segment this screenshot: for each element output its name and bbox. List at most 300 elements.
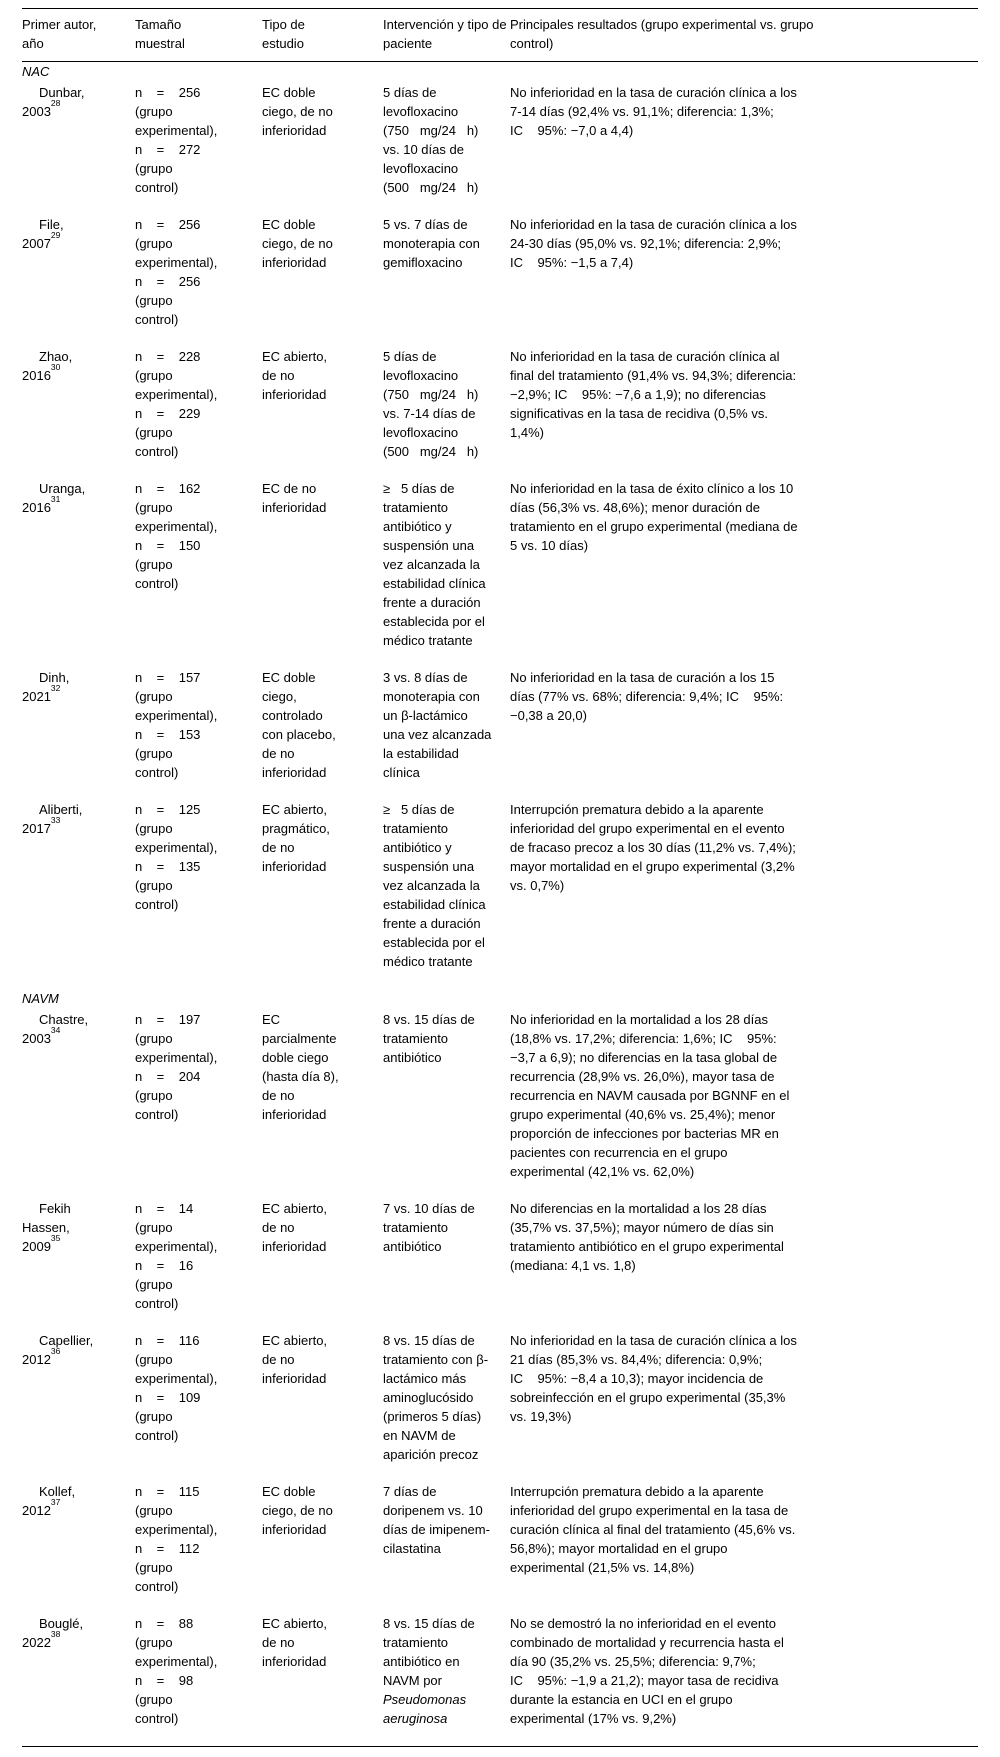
intervention-line: gemifloxacino <box>383 255 463 270</box>
sample-line: experimental), <box>135 1050 218 1065</box>
intervention-line: vs. 10 días de <box>383 142 464 157</box>
sample-line: experimental), <box>135 519 218 534</box>
sample-line: n = 116 <box>135 1333 200 1348</box>
study-line: de no <box>262 840 295 855</box>
results-line: No inferioridad en la tasa de curación clínica a los <box>510 1333 797 1348</box>
intervention-line: un β-lactámico <box>383 708 468 723</box>
study-line: controlado <box>262 708 323 723</box>
sample-line: (grupo <box>135 1560 173 1575</box>
results-line: recurrencia (28,9% vs. 26,0%), mayor tasa de <box>510 1069 775 1084</box>
header-line: Tamaño <box>135 17 182 32</box>
trial-row <box>22 1614 978 1747</box>
study-line: inferioridad <box>262 1371 327 1386</box>
study-line: con placebo, <box>262 727 336 742</box>
study-line: ciego, de no <box>262 1503 333 1518</box>
sample-line: (grupo <box>135 1692 173 1707</box>
author-cell <box>22 1331 135 1482</box>
sample-line: n = 197 <box>135 1012 201 1027</box>
study-line: (hasta día 8), <box>262 1069 339 1084</box>
trial-row <box>22 1010 978 1199</box>
header-line: muestral <box>135 36 185 51</box>
sample-line: (grupo <box>135 1220 173 1235</box>
intervention-line: suspensión una <box>383 859 475 874</box>
sample-line: experimental), <box>135 1654 218 1669</box>
study-type-cell <box>262 800 383 989</box>
intervention-line: suspensión una <box>383 538 475 553</box>
sample-line: (grupo <box>135 1635 173 1650</box>
intervention-line: aparición precoz <box>383 1447 479 1462</box>
intervention-line: (500 mg/24 h) <box>383 180 479 195</box>
intervention-line: días de imipenem- <box>383 1522 490 1537</box>
intervention-line: cilastatina <box>383 1541 441 1556</box>
section-label: NAVM <box>22 991 59 1006</box>
study-line: inferioridad <box>262 1239 327 1254</box>
sample-line: n = 125 <box>135 802 201 817</box>
results-cell <box>510 1482 978 1614</box>
results-line: inferioridad del grupo experimental en el evento <box>510 821 785 836</box>
intervention-line: Pseudomonas <box>383 1692 467 1707</box>
intervention-cell <box>383 479 510 668</box>
sample-line: n = 88 <box>135 1616 194 1631</box>
citation-ref: 31 <box>50 493 61 504</box>
author-line: Fekih <box>39 1201 71 1216</box>
intervention-line: lactámico más <box>383 1371 467 1386</box>
study-line: pragmático, <box>262 821 330 836</box>
author-line: Zhao, <box>39 349 73 364</box>
study-line: inferioridad <box>262 500 327 515</box>
intervention-line: 5 días de <box>383 85 437 100</box>
study-line: EC doble <box>262 670 316 685</box>
sample-size-cell <box>135 215 262 347</box>
study-type-cell <box>262 215 383 347</box>
author-line: File, <box>39 217 64 232</box>
author-line: 2016$^{31}$ <box>22 493 61 515</box>
sample-size-cell <box>135 83 262 215</box>
sample-size-cell <box>135 1614 262 1747</box>
column-header-author-year <box>22 9 135 62</box>
sample-line: n = 256 <box>135 217 201 232</box>
sample-line: experimental), <box>135 123 218 138</box>
header-line: año <box>22 36 44 51</box>
study-line: de no <box>262 1220 295 1235</box>
results-line: tratamiento en el grupo experimental (mediana de <box>510 519 798 534</box>
results-line: vs. 0,7%) <box>510 878 565 893</box>
sample-size-cell <box>135 668 262 800</box>
header-line: control) <box>510 36 554 51</box>
author-cell <box>22 1482 135 1614</box>
sample-line: experimental), <box>135 1522 218 1537</box>
results-line: Interrupción prematura debido a la aparente <box>510 802 764 817</box>
sample-line: control) <box>135 180 179 195</box>
citation-ref: 33 <box>50 814 61 825</box>
sample-size-cell <box>135 800 262 989</box>
intervention-cell <box>383 1331 510 1482</box>
intervention-line: estabilidad clínica <box>383 897 486 912</box>
intervention-line: frente a duración <box>383 595 481 610</box>
sample-line: n = 135 <box>135 859 201 874</box>
results-line: 21 días (85,3% vs. 84,4%; diferencia: 0,9%; <box>510 1352 763 1367</box>
header-line: estudio <box>262 36 304 51</box>
author-line: 2009$^{35}$ <box>22 1232 61 1254</box>
results-line: final del tratamiento (91,4% vs. 94,3%; diferencia: <box>510 368 797 383</box>
sample-size-cell <box>135 347 262 479</box>
study-line: parcialmente <box>262 1031 337 1046</box>
author-line: 2022$^{38}$ <box>22 1628 61 1650</box>
author-cell <box>22 668 135 800</box>
header-line: Intervención y tipo de <box>383 17 507 32</box>
sample-line: (grupo <box>135 1352 173 1367</box>
section-row-navm <box>22 989 978 1010</box>
table-header-row <box>22 9 978 62</box>
study-line: EC doble <box>262 85 316 100</box>
study-type-cell <box>262 1482 383 1614</box>
sample-line: control) <box>135 444 179 459</box>
study-line: EC abierto, <box>262 349 328 364</box>
sample-line: experimental), <box>135 840 218 855</box>
intervention-cell <box>383 1614 510 1747</box>
study-type-cell <box>262 668 383 800</box>
results-line: −3,7 a 6,9); no diferencias en la tasa global de <box>510 1050 778 1065</box>
results-line: IC 95%: −7,0 a 4,4) <box>510 123 634 138</box>
trial-row <box>22 215 978 347</box>
sample-line: (grupo <box>135 368 173 383</box>
author-line: Aliberti, <box>39 802 83 817</box>
column-header-intervention-patient <box>383 9 510 62</box>
author-line: 2012$^{36}$ <box>22 1345 61 1367</box>
sample-line: (grupo <box>135 1409 173 1424</box>
header-line: paciente <box>383 36 433 51</box>
study-line: de no <box>262 1352 295 1367</box>
results-cell <box>510 1331 978 1482</box>
column-header-sample-size <box>135 9 262 62</box>
sample-line: n = 150 <box>135 538 201 553</box>
study-type-cell <box>262 1199 383 1331</box>
author-line: Bouglé, <box>39 1616 84 1631</box>
header-line: Principales resultados (grupo experimental vs. grupo <box>510 17 814 32</box>
results-line: vs. 19,3%) <box>510 1409 572 1424</box>
results-line: días (56,3% vs. 48,6%); menor duración de <box>510 500 761 515</box>
sample-line: n = 204 <box>135 1069 201 1084</box>
intervention-cell <box>383 347 510 479</box>
results-line: experimental (42,1% vs. 62,0%) <box>510 1164 695 1179</box>
sample-line: n = 112 <box>135 1541 200 1556</box>
results-line: proporción de infecciones por bacterias MR en <box>510 1126 779 1141</box>
results-cell <box>510 800 978 989</box>
author-line: Capellier, <box>39 1333 94 1348</box>
intervention-line: doripenem vs. 10 <box>383 1503 483 1518</box>
intervention-line: ≥ 5 días de <box>383 481 455 496</box>
results-line: durante la estancia en UCI en el grupo <box>510 1692 733 1707</box>
study-line: de no <box>262 746 295 761</box>
intervention-line: levofloxacino <box>383 104 459 119</box>
sample-line: (grupo <box>135 557 173 572</box>
study-line: EC abierto, <box>262 1201 328 1216</box>
results-cell <box>510 83 978 215</box>
intervention-line: antibiótico <box>383 1050 442 1065</box>
sample-size-cell <box>135 1331 262 1482</box>
intervention-line: frente a duración <box>383 916 481 931</box>
sample-line: (grupo <box>135 1503 173 1518</box>
sample-line: (grupo <box>135 500 173 515</box>
header-line: Tipo de <box>262 17 305 32</box>
intervention-line: estabilidad clínica <box>383 576 486 591</box>
citation-ref: 30 <box>50 361 61 372</box>
intervention-line: vez alcanzada la <box>383 557 480 572</box>
study-type-cell <box>262 1331 383 1482</box>
intervention-line: antibiótico y <box>383 840 452 855</box>
intervention-line: antibiótico y <box>383 519 452 534</box>
sample-line: (grupo <box>135 425 173 440</box>
intervention-line: 7 vs. 10 días de <box>383 1201 475 1216</box>
results-line: inferioridad del grupo experimental en la tasa de <box>510 1503 789 1518</box>
results-line: significativas en la tasa de recidiva (0,5% vs. <box>510 406 768 421</box>
author-cell <box>22 347 135 479</box>
sample-line: experimental), <box>135 387 218 402</box>
intervention-cell <box>383 1199 510 1331</box>
study-type-cell <box>262 347 383 479</box>
author-cell <box>22 215 135 347</box>
sample-line: n = 256 <box>135 85 201 100</box>
results-line: No inferioridad en la tasa de éxito clínico a los 10 <box>510 481 794 496</box>
results-cell <box>510 215 978 347</box>
results-line: −0,38 a 20,0) <box>510 708 587 723</box>
sample-line: (grupo <box>135 1031 173 1046</box>
intervention-line: 5 vs. 7 días de <box>383 217 468 232</box>
intervention-line: la estabilidad <box>383 746 459 761</box>
intervention-line: aeruginosa <box>383 1711 448 1726</box>
results-line: 7-14 días (92,4% vs. 91,1%; diferencia: 1,3%; <box>510 104 774 119</box>
sample-line: (grupo <box>135 293 173 308</box>
results-line: IC 95%: −1,5 a 7,4) <box>510 255 634 270</box>
study-line: EC de no <box>262 481 317 496</box>
intervention-line: antibiótico en <box>383 1654 460 1669</box>
results-line: curación clínica al final del tratamiento (45,6% vs. <box>510 1522 796 1537</box>
author-cell <box>22 1010 135 1199</box>
intervention-cell <box>383 1010 510 1199</box>
intervention-line: médico tratante <box>383 633 473 648</box>
intervention-line: tratamiento <box>383 821 449 836</box>
study-line: de no <box>262 1635 295 1650</box>
study-line: inferioridad <box>262 765 327 780</box>
intervention-line: una vez alcanzada <box>383 727 492 742</box>
intervention-line: 8 vs. 15 días de <box>383 1333 475 1348</box>
author-line: 2003$^{28}$ <box>22 97 61 119</box>
study-line: EC abierto, <box>262 802 328 817</box>
results-line: No inferioridad en la mortalidad a los 28 días <box>510 1012 768 1027</box>
study-type-cell <box>262 479 383 668</box>
author-line: Kollef, <box>39 1484 76 1499</box>
citation-ref: 29 <box>50 229 61 240</box>
results-line: tratamiento antibiótico en el grupo experimental <box>510 1239 784 1254</box>
results-line: IC 95%: −8,4 a 10,3); mayor incidencia de <box>510 1371 764 1386</box>
intervention-line: ≥ 5 días de <box>383 802 455 817</box>
intervention-line: 3 vs. 8 días de <box>383 670 468 685</box>
study-type-cell <box>262 1010 383 1199</box>
results-line: No inferioridad en la tasa de curación clínica al <box>510 349 780 364</box>
sample-line: n = 153 <box>135 727 201 742</box>
trial-row <box>22 83 978 215</box>
author-line: 2021$^{32}$ <box>22 682 61 704</box>
results-line: recurrencia en NAVM causada por BGNNF en el <box>510 1088 790 1103</box>
results-line: mayor mortalidad en el grupo experimental (3,2% <box>510 859 795 874</box>
results-line: 24-30 días (95,0% vs. 92,1%; diferencia: 2,9%; <box>510 236 781 251</box>
intervention-line: clínica <box>383 765 420 780</box>
study-line: inferioridad <box>262 255 327 270</box>
study-type-cell <box>262 1614 383 1747</box>
column-header-main-results <box>510 9 978 62</box>
author-cell <box>22 83 135 215</box>
sample-line: (grupo <box>135 821 173 836</box>
sample-line: n = 98 <box>135 1673 194 1688</box>
sample-line: n = 109 <box>135 1390 201 1405</box>
intervention-line: (primeros 5 días) <box>383 1409 482 1424</box>
results-line: grupo experimental (40,6% vs. 25,4%); menor <box>510 1107 776 1122</box>
results-line: experimental (17% vs. 9,2%) <box>510 1711 677 1726</box>
intervention-line: (750 mg/24 h) <box>383 387 479 402</box>
sample-line: (grupo <box>135 161 173 176</box>
study-line: inferioridad <box>262 1107 327 1122</box>
sample-line: n = 256 <box>135 274 201 289</box>
study-line: de no <box>262 1088 295 1103</box>
author-line: 2017$^{33}$ <box>22 814 61 836</box>
results-line: (35,7% vs. 37,5%); mayor número de días sin <box>510 1220 774 1235</box>
intervention-line: levofloxacino <box>383 368 459 383</box>
sample-line: (grupo <box>135 104 173 119</box>
intervention-line: 8 vs. 15 días de <box>383 1012 475 1027</box>
author-cell <box>22 1199 135 1331</box>
intervention-cell <box>383 1482 510 1614</box>
trial-row <box>22 800 978 989</box>
author-line: 2003$^{34}$ <box>22 1024 61 1046</box>
sample-line: n = 157 <box>135 670 201 685</box>
results-line: 56,8%); mayor mortalidad en el grupo <box>510 1541 728 1556</box>
intervention-cell <box>383 800 510 989</box>
results-cell <box>510 668 978 800</box>
table-body <box>22 62 978 1747</box>
intervention-line: monoterapia con <box>383 689 480 704</box>
sample-line: n = 228 <box>135 349 201 364</box>
sample-line: control) <box>135 765 179 780</box>
study-line: doble ciego <box>262 1050 329 1065</box>
author-cell <box>22 800 135 989</box>
results-line: sobreinfección en el grupo experimental (35,3% <box>510 1390 786 1405</box>
results-line: día 90 (35,2% vs. 25,5%; diferencia: 9,7%; <box>510 1654 756 1669</box>
intervention-line: 8 vs. 15 días de <box>383 1616 475 1631</box>
results-line: días (77% vs. 68%; diferencia: 9,4%; IC 95%: <box>510 689 784 704</box>
study-line: EC abierto, <box>262 1616 328 1631</box>
results-line: 5 vs. 10 días) <box>510 538 589 553</box>
study-line: EC doble <box>262 1484 316 1499</box>
results-line: (18,8% vs. 17,2%; diferencia: 1,6%; IC 95%: <box>510 1031 777 1046</box>
author-line: Hassen, <box>22 1220 70 1235</box>
results-cell <box>510 1199 978 1331</box>
sample-line: control) <box>135 1296 179 1311</box>
intervention-line: vez alcanzada la <box>383 878 480 893</box>
results-cell <box>510 1010 978 1199</box>
sample-line: control) <box>135 1711 179 1726</box>
column-header-study-type <box>262 9 383 62</box>
intervention-line: tratamiento <box>383 1031 449 1046</box>
citation-ref: 37 <box>50 1496 61 1507</box>
citation-ref: 28 <box>50 97 61 108</box>
results-cell <box>510 1614 978 1747</box>
intervention-line: médico tratante <box>383 954 473 969</box>
sample-line: (grupo <box>135 878 173 893</box>
intervention-cell <box>383 215 510 347</box>
author-line: Dinh, <box>39 670 70 685</box>
citation-ref: 32 <box>50 682 61 693</box>
sample-size-cell <box>135 1010 262 1199</box>
sample-size-cell <box>135 1199 262 1331</box>
study-type-cell <box>262 83 383 215</box>
intervention-line: establecida por el <box>383 614 485 629</box>
intervention-line: (500 mg/24 h) <box>383 444 479 459</box>
intervention-line: en NAVM de <box>383 1428 456 1443</box>
sample-line: control) <box>135 1579 179 1594</box>
intervention-line: tratamiento con β- <box>383 1352 489 1367</box>
author-line: 2016$^{30}$ <box>22 361 61 383</box>
sample-line: n = 162 <box>135 481 201 496</box>
author-line: Uranga, <box>39 481 86 496</box>
intervention-line: establecida por el <box>383 935 485 950</box>
results-cell <box>510 479 978 668</box>
study-line: inferioridad <box>262 1522 327 1537</box>
sample-line: experimental), <box>135 1239 218 1254</box>
sample-line: (grupo <box>135 689 173 704</box>
results-line: pacientes con recurrencia en el grupo <box>510 1145 728 1160</box>
citation-ref: 34 <box>50 1024 61 1035</box>
intervention-line: antibiótico <box>383 1239 442 1254</box>
sample-line: control) <box>135 312 179 327</box>
sample-size-cell <box>135 479 262 668</box>
intervention-line: vs. 7-14 días de <box>383 406 476 421</box>
citation-ref: 38 <box>50 1628 61 1639</box>
sample-line: control) <box>135 1107 179 1122</box>
intervention-line: levofloxacino <box>383 161 459 176</box>
trial-row <box>22 668 978 800</box>
intervention-cell <box>383 83 510 215</box>
author-line: Dunbar, <box>39 85 85 100</box>
intervention-cell <box>383 668 510 800</box>
header-line: Primer autor, <box>22 17 97 32</box>
results-cell <box>510 347 978 479</box>
sample-size-cell <box>135 1482 262 1614</box>
study-line: ciego, de no <box>262 236 333 251</box>
citation-ref: 36 <box>50 1345 61 1356</box>
results-line: −2,9%; IC 95%: −7,6 a 1,9); no diferencias <box>510 387 766 402</box>
author-line: 2012$^{37}$ <box>22 1496 61 1518</box>
section-row-nac <box>22 62 978 84</box>
intervention-line: NAVM por <box>383 1673 442 1688</box>
trial-row <box>22 347 978 479</box>
intervention-line: tratamiento <box>383 1635 449 1650</box>
intervention-line: levofloxacino <box>383 425 459 440</box>
study-line: inferioridad <box>262 387 327 402</box>
results-line: No se demostró la no inferioridad en el evento <box>510 1616 776 1631</box>
trial-row <box>22 1331 978 1482</box>
clinical-trials-table <box>22 8 978 1747</box>
sample-line: n = 272 <box>135 142 201 157</box>
study-line: EC abierto, <box>262 1333 328 1348</box>
results-line: combinado de mortalidad y recurrencia hasta el <box>510 1635 784 1650</box>
study-line: de no <box>262 368 295 383</box>
sample-line: experimental), <box>135 255 218 270</box>
results-line: experimental (21,5% vs. 14,8%) <box>510 1560 695 1575</box>
author-line: Chastre, <box>39 1012 89 1027</box>
author-line: 2007$^{29}$ <box>22 229 61 251</box>
trial-row <box>22 1199 978 1331</box>
sample-line: control) <box>135 1428 179 1443</box>
